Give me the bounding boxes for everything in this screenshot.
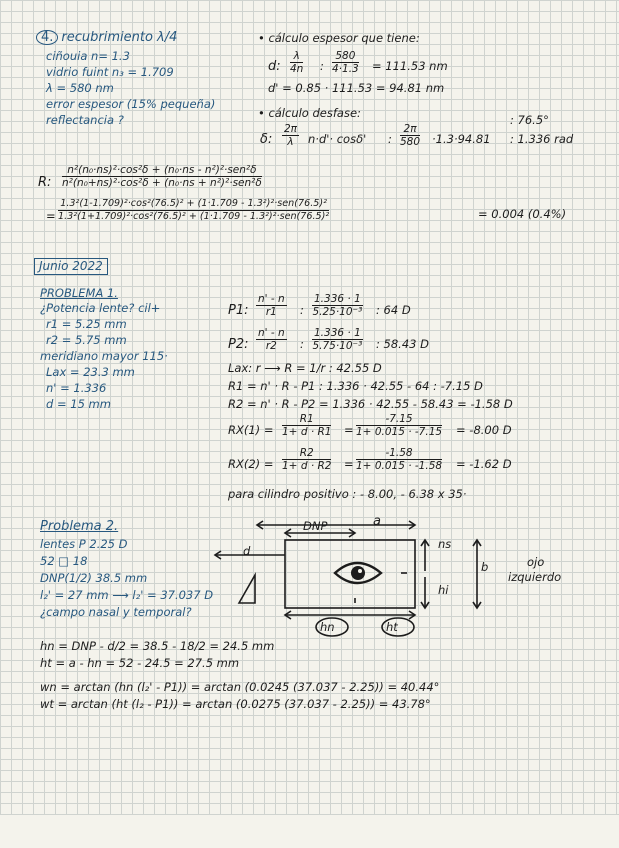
RX1-label: RX(1) = — [228, 423, 274, 437]
section-4-heading — [36, 30, 177, 45]
hn-label: hn — [320, 620, 335, 634]
fraction-denominator: 5.25·10⁻³ — [312, 306, 363, 318]
equals-sign: : — [388, 132, 392, 146]
reflectance-substituted — [58, 198, 329, 223]
d-result: = 111.53 nm — [372, 59, 448, 73]
P1-label: P1: — [228, 303, 249, 318]
ht-label: ht — [386, 620, 398, 634]
p1-line-7: d = 15 mm — [46, 397, 111, 411]
d-label: d: — [268, 59, 281, 74]
equals-sign: = — [344, 457, 354, 471]
date-box: Junio 2022 — [34, 258, 108, 275]
fraction-numerator: 580 — [332, 50, 359, 63]
fraction-denominator: r1 — [265, 306, 277, 318]
a-label: a — [373, 514, 381, 529]
wn-line: wn = arctan (hn (l₂' - P1)) = arctan (0.0245 (37.037 - 2.25)) = 40.44° — [40, 680, 440, 694]
given-line-4: error espesor (15% pequeña) — [46, 97, 216, 111]
reflectance-result: = 0.004 (0.4%) — [478, 207, 567, 221]
dnp-label: DNP — [303, 519, 328, 533]
equals-sign: = — [344, 423, 354, 437]
P2-fraction-1 — [256, 327, 287, 352]
delta-label: δ: — [260, 132, 273, 147]
eye-label-1: ojo — [527, 555, 545, 569]
fraction-denominator: λ — [287, 136, 294, 148]
R2-line: R2 = n' · R - P2 = 1.336 · 42.55 - 58.43 = -1.58 D — [228, 397, 513, 411]
fraction-numerator: λ — [290, 50, 303, 63]
fraction-denominator: 1+ 0.015 · -1.58 — [356, 460, 443, 472]
d-prime-line: d' = 0.85 · 111.53 = 94.81 nm — [268, 81, 445, 95]
p1-line-3: r2 = 5.75 mm — [46, 333, 127, 347]
P1-fraction-1 — [256, 293, 287, 318]
eye-label-2: izquierdo — [508, 570, 562, 584]
section-number: 4. — [36, 30, 58, 45]
fraction-numerator: n²(n₀·ns)²·cos²δ + (n₀·ns - n²)²·sen²δ — [62, 164, 262, 177]
fraction-denominator: 1+ 0.015 · -7.15 — [356, 426, 443, 438]
phase-rest: ·1.3·94.81 — [432, 132, 491, 146]
hn-line: hn = DNP - d/2 = 38.5 - 18/2 = 24.5 mm — [40, 639, 275, 653]
p1-line-4: meridiano mayor 115· — [40, 349, 168, 363]
given-line-2: vidrio fuint n₃ = 1.709 — [46, 65, 174, 79]
fraction-numerator: 1.336 · 1 — [314, 327, 361, 339]
P1-result: : 64 D — [376, 303, 411, 317]
p1-line-1: ¿Potencia lente? cil+ — [40, 301, 161, 315]
phase-heading: • cálculo desfase: — [258, 106, 361, 120]
b-label: b — [481, 560, 489, 574]
R-label: R: — [38, 175, 52, 190]
fraction-numerator: n' - n — [258, 327, 285, 339]
fraction-denominator: 1+ d · R2 — [282, 460, 332, 472]
p2-line-4: l₂' = 27 mm ⟶ l₂' = 37.037 D — [40, 588, 214, 602]
fraction-numerator: -1.58 — [356, 447, 442, 460]
fraction-denominator: 4n — [290, 63, 304, 75]
phase-result: : 1.336 rad — [510, 132, 574, 146]
eye-pupil — [351, 566, 365, 580]
given-line-1: ciñouia n= 1.3 — [46, 49, 130, 63]
RX2-fraction-2 — [356, 447, 442, 472]
P2-label: P2: — [228, 337, 249, 352]
given-line-5: reflectancia ? — [46, 113, 124, 127]
equals-sign: : — [320, 59, 324, 73]
fraction-denominator: 4·1.3 — [332, 63, 359, 75]
P1-fraction-2 — [312, 293, 363, 318]
hi-label: hi — [438, 583, 449, 597]
d-diagram-label: d — [243, 544, 251, 558]
p2-line-1: lentes P 2.25 D — [40, 537, 128, 551]
reflectance-formula — [62, 164, 262, 189]
fraction-numerator: 1.336 · 1 — [314, 293, 361, 305]
ht-line: ht = a - hn = 52 - 24.5 = 27.5 mm — [40, 656, 240, 670]
fraction-numerator: 2π — [400, 123, 420, 136]
problem-1-title: PROBLEMA 1. — [40, 286, 118, 300]
RX1-fraction-1 — [282, 413, 331, 438]
fraction-numerator: n' - n — [258, 293, 285, 305]
P2-fraction-2 — [312, 327, 363, 352]
p1-line-2: r1 = 5.25 mm — [46, 317, 127, 331]
triangle-shape — [239, 575, 255, 603]
R1-line: R1 = n' · R - P1 : 1.336 · 42.55 - 64 : -7.15 D — [228, 379, 483, 393]
phase-fraction-1 — [282, 123, 299, 148]
lax-line: Lax: r ⟶ R = 1/r : 42.55 D — [228, 361, 382, 375]
cylinder-line: para cilindro positivo : - 8.00, - 6.38 x 35· — [228, 487, 467, 501]
given-line-3: λ = 580 nm — [46, 81, 114, 95]
p1-line-6: n' = 1.336 — [46, 381, 107, 395]
P2-result: : 58.43 D — [376, 337, 429, 351]
RX1-result: = -8.00 D — [456, 423, 512, 437]
frame-rectangle — [285, 540, 415, 608]
fraction-denominator: 1+ d · R1 — [282, 426, 332, 438]
thickness-heading: • cálculo espesor que tiene: — [258, 31, 420, 45]
fraction-denominator: 1.3²(1+1.709)²·cos²(76.5)² + (1·1.709 - 1.3²)²·sen(76.5)² — [58, 211, 330, 222]
fraction-numerator: -7.15 — [356, 413, 442, 426]
phase-angle: : 76.5° — [510, 113, 549, 127]
fraction-denominator: 580 — [400, 136, 421, 148]
p1-line-5: Lax = 23.3 mm — [46, 365, 135, 379]
problem-2-title: Problema 2. — [40, 519, 119, 534]
thickness-fraction-2 — [332, 50, 359, 75]
equals-sign: : — [300, 303, 304, 317]
ns-label: ns — [438, 537, 452, 551]
fraction-numerator: R2 — [282, 447, 331, 460]
phase-fraction-2 — [400, 123, 420, 148]
thickness-fraction-1 — [290, 50, 303, 75]
equals-sign: : — [300, 337, 304, 351]
p2-line-2: 52 □ 18 — [40, 554, 88, 568]
section-title: recubrimiento λ/4 — [61, 30, 178, 45]
fraction-numerator: R1 — [282, 413, 331, 426]
fraction-numerator: 2π — [284, 123, 298, 135]
equals-sign: = — [46, 209, 56, 223]
fraction-numerator: 1.3²(1-1.709)²·cos²(76.5)² + (1·1.709 - 1.3²)²·sen(76.5)² — [58, 198, 329, 211]
fraction-denominator: r2 — [265, 340, 277, 352]
fraction-denominator: n²(n₀+ns)²·cos²δ + (n₀·ns + n²)²·sen²δ — [62, 177, 262, 189]
p2-line-3: DNP(1/2) 38.5 mm — [40, 571, 148, 585]
fraction-denominator: 5.75·10⁻³ — [312, 340, 363, 352]
RX2-label: RX(2) = — [228, 457, 274, 471]
wt-line: wt = arctan (ht (l₂ - P1)) = arctan (0.0275 (37.037 - 2.25)) = 43.78° — [40, 697, 431, 711]
RX1-fraction-2 — [356, 413, 442, 438]
RX2-fraction-1 — [282, 447, 331, 472]
p2-line-5: ¿campo nasal y temporal? — [40, 605, 192, 619]
RX2-result: = -1.62 D — [456, 457, 512, 471]
phase-middle: n·d'· cosδ' — [308, 132, 367, 146]
page-bottom-margin — [0, 815, 619, 848]
